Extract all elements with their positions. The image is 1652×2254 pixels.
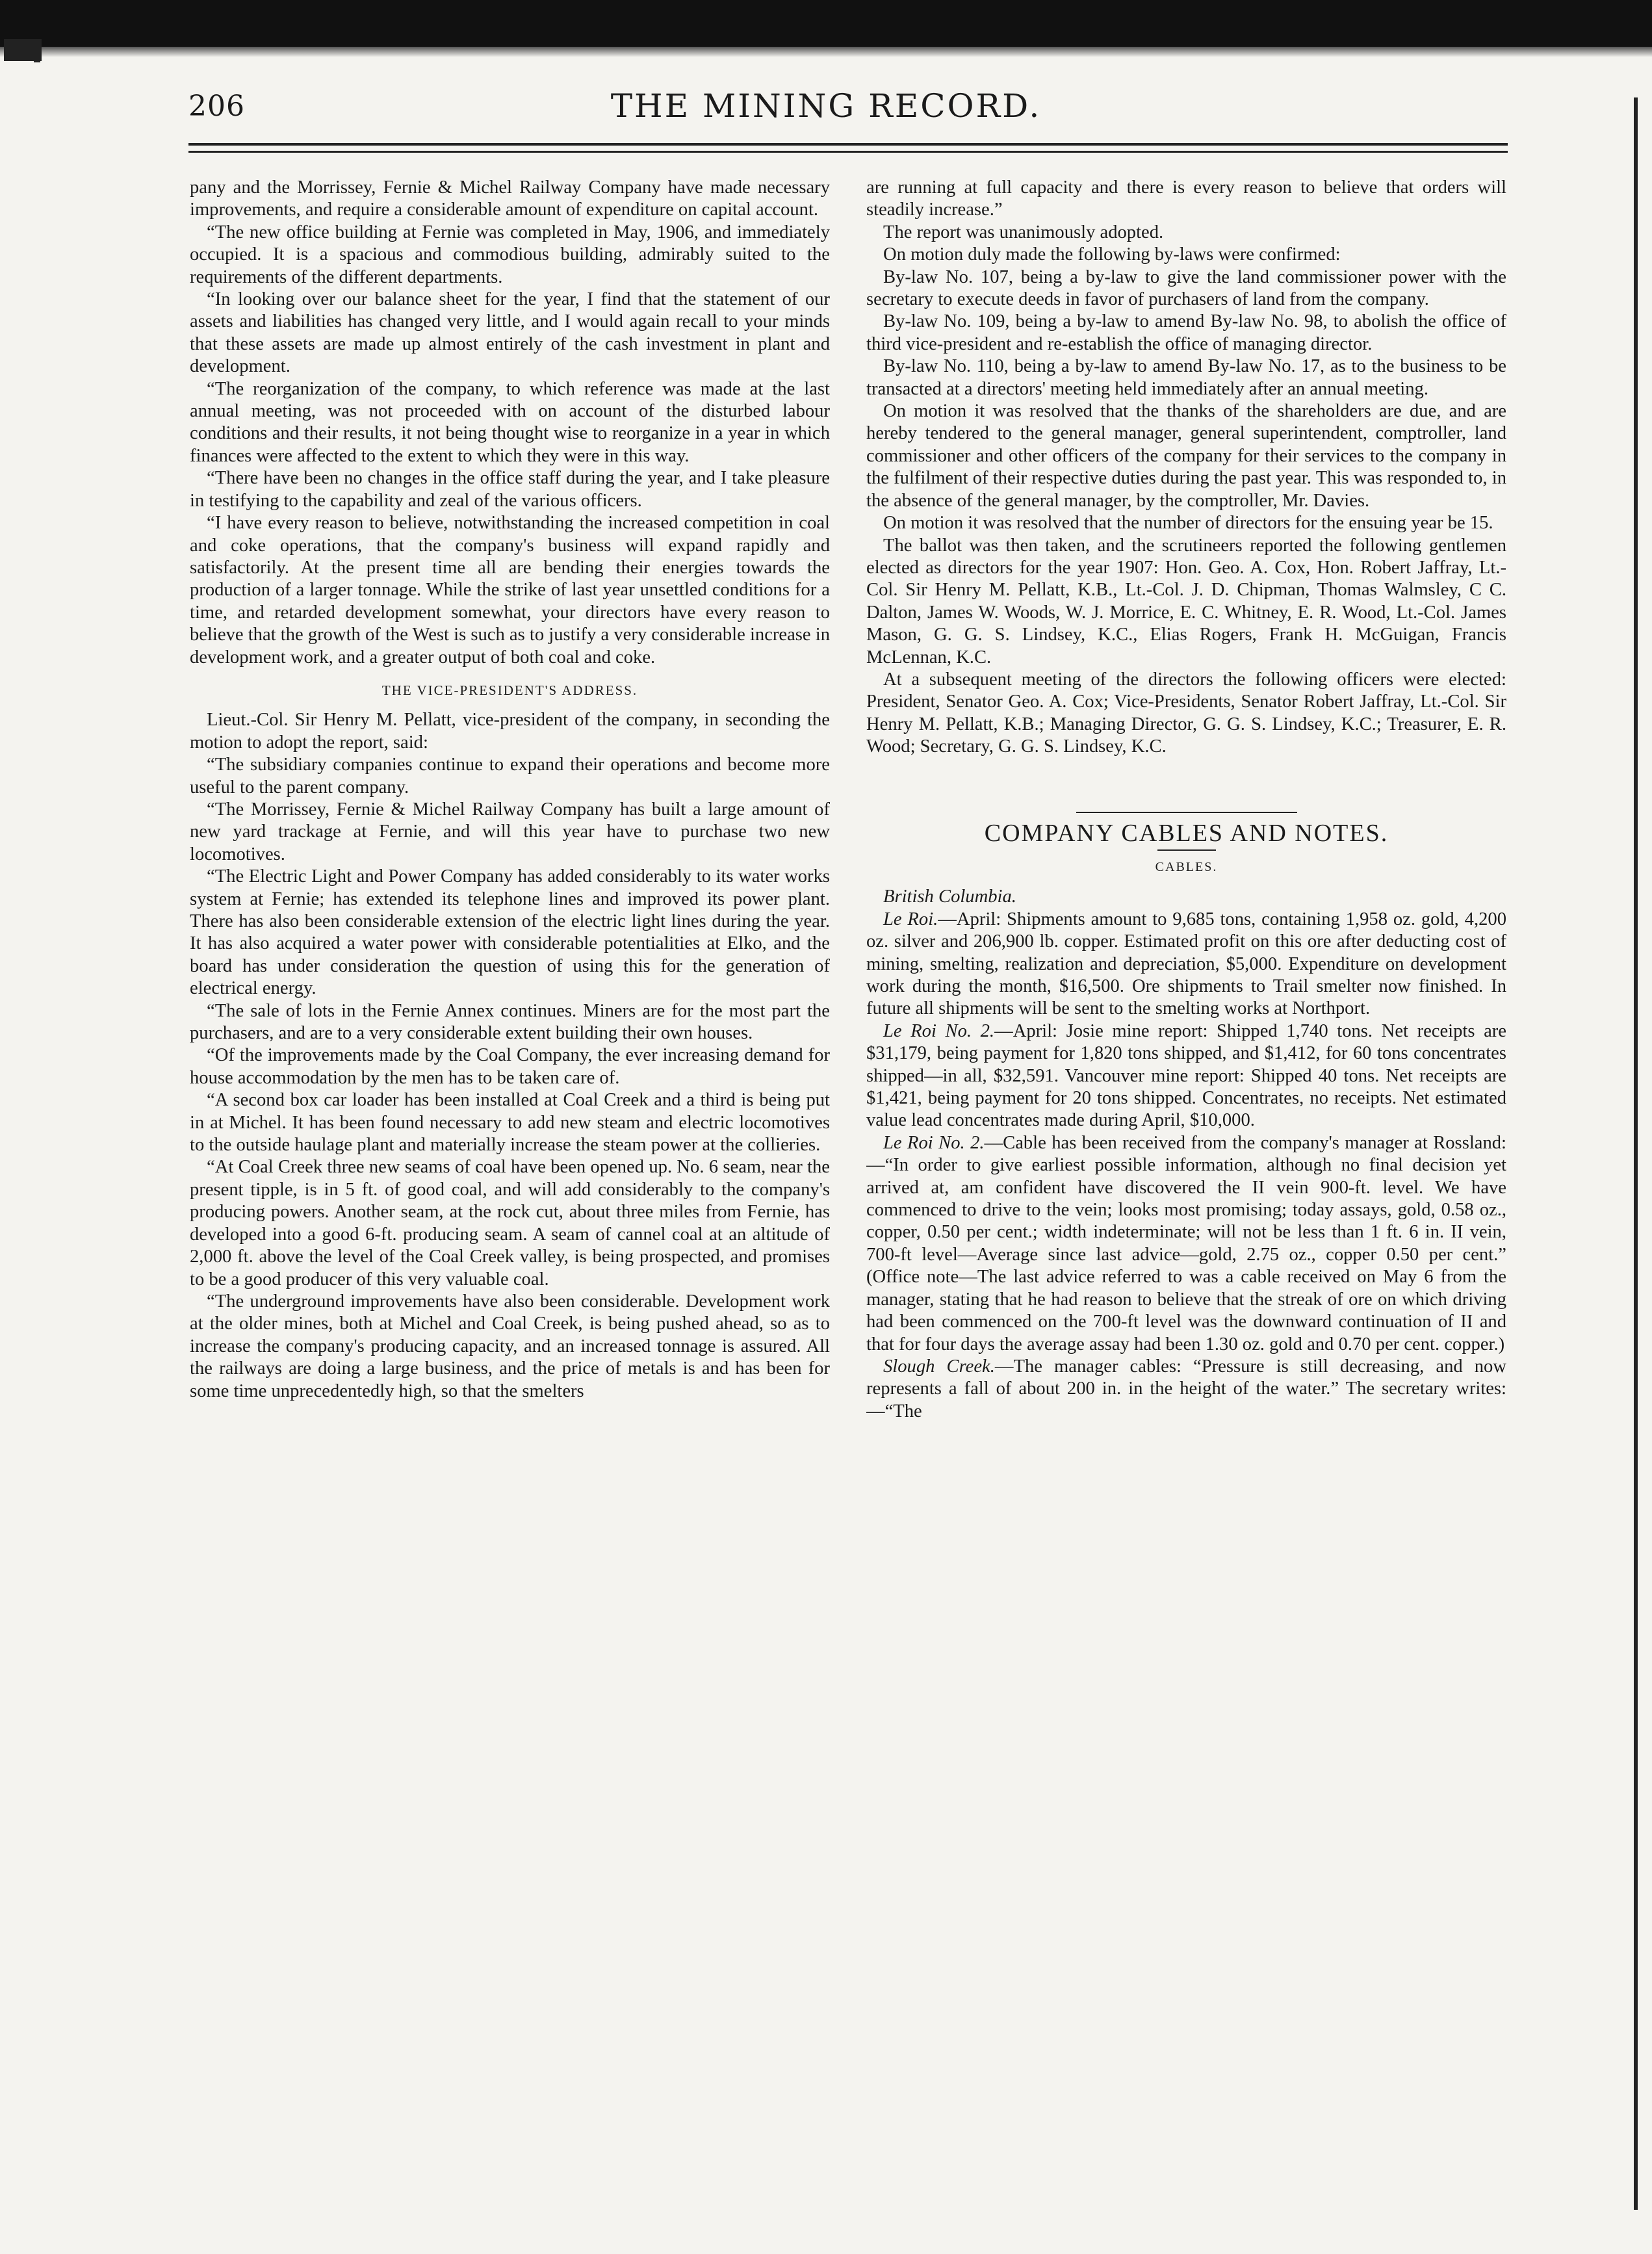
paragraph: On motion duly made the following by-laws were confirmed:: [883, 244, 1341, 265]
paragraph: Lieut.-Col. Sir Henry M. Pellatt, vice-president of the company, in seconding the motion to adopt the report, said:: [190, 710, 830, 753]
paragraph: pany and the Morrissey, Fernie & Michel Railway Company have made necessary improvements, and require a considerable amount of expenditure on capital account.: [190, 177, 830, 220]
note-lead: Le Roi No. 2.: [883, 1132, 985, 1153]
cable-note: [866, 1356, 1506, 1423]
paragraph: “The Electric Light and Power Company has added considerably to its water works system at Fernie; has extended its telephone lines and improved its power plant. There has also been considerable extension of the electric light lines during the year. It has also acquired a water power with considerable potentialities at Elko, and the board has under consideration the question of using this for the generation of electrical energy.: [190, 866, 830, 999]
scan-top-border: [0, 0, 1652, 47]
scan-top-shadow: [0, 47, 1652, 57]
paragraph: “The sale of lots in the Fernie Annex continues. Miners are for the most part the purchasers, and are to a very considerable extent building their own houses.: [190, 1000, 830, 1044]
region-heading: British Columbia.: [883, 887, 1016, 907]
paragraph: The report was unanimously adopted.: [883, 222, 1164, 242]
paragraph: “There have been no changes in the office staff during the year, and I take pleasure in testifying to the capability and zeal of the various officers.: [190, 468, 830, 511]
paragraph: “At Coal Creek three new seams of coal have been opened up. No. 6 seam, near the present tipple, is in 5 ft. of good coal, and will add considerably to the company's producing powers. Another seam, at the rock cut, about three miles from Fernie, has developed into a good 6-ft. producing seam. A seam of cannel coal at an altitude of 2,000 ft. above the level of the Coal Creek valley, is being prospected, and promises to be a good producer of this very valuable coal.: [190, 1157, 830, 1289]
note-lead: Le Roi.: [883, 909, 938, 929]
header-rule-thin: [188, 143, 1508, 146]
paragraph: The ballot was then taken, and the scrutineers reported the following gentlemen elected as directors for the year 1907: Hon. Geo. A. Cox, Hon. Robert Jaffray, Lt.-Col. Sir Henry M. Pellatt, K.B., Lt.-Col. J. D. Chipman, Thomas Walmsley, C C. Dalton, James W. Woods, W. J. Morrice, E. C. Whitney, E. R. Wood, Lt.-Col. James Mason, G. G. S. Lindsey, K.C., Elias Rogers, Frank H. McGuigan, Francis McLennan, K.C.: [866, 535, 1506, 667]
note-text: —The manager cables: “Pressure is still decreasing, and now represents a fall of about 200 in. in the height of the water.” The secretary writes:—“The: [866, 1356, 1506, 1421]
cable-note: [866, 909, 1506, 1020]
paragraph: On motion it was resolved that the thanks of the shareholders are due, and are hereby tendered to the general manager, general superintendent, comptroller, land commissioner and other officers of the company for their services to the company in the fulfilment of their respective duties during the past year. This was responded to, in the absence of the general manager, by the comptroller, Mr. Davies.: [866, 401, 1506, 511]
paragraph: “The underground improvements have also been considerable. Development work at the older mines, both at Michel and Coal Creek, is being pushed ahead, so as to increase the company's producing capacity, and an increased tonnage is assured. All the railways are doing a large business, and the price of metals is and has been for some time unprecedentedly high, so that the smelters: [190, 1291, 830, 1401]
paragraph: On motion it was resolved that the number of directors for the ensuing year be 15.: [883, 513, 1493, 534]
paragraph: “In looking over our balance sheet for the year, I find that the statement of our assets and liabilities has changed very little, and I would again recall to your minds that these assets are made up almost entirely of the cash investment in plant and development.: [190, 289, 830, 377]
note-text: —Cable has been received from the company's manager at Rossland:—“In order to give earliest possible information, although no final decision yet arrived at, am confident have discovered the II vein 900-ft. level. We have commenced to drive to the vein; looks most promising; today assays, gold, 0.58 oz., copper, 0.50 per cent.; width indeterminate; will not be less than 1 ft. 6 in. II vein, 700-ft level—Average since last advice—gold, 2.75 oz., copper 0.50 per cent.” (Office note—The last advice referred to was a cable received on May 6 from the manager, stating that he had reason to believe that the streak of ore on which driving had been commenced on the 700-ft level was the downward continuation of II and that for four days the average assay had been 1.30 oz. gold and 0.70 per cent. copper.): [866, 1132, 1506, 1354]
paragraph: By-law No. 109, being a by-law to amend By-law No. 98, to abolish the office of third vice-president and re-establish the office of managing director.: [866, 311, 1506, 354]
left-column: [190, 177, 830, 2224]
company-cables-heading: COMPANY CABLES AND NOTES.: [984, 819, 1389, 847]
note-lead: Le Roi No. 2.: [883, 1020, 995, 1041]
paragraph: By-law No. 110, being a by-law to amend By-law No. 17, as to the business to be transacted at a directors' meeting held immediately after an annual meeting.: [866, 356, 1506, 399]
paragraph: “Of the improvements made by the Coal Company, the ever increasing demand for house accommodation by the men has to be taken care of.: [190, 1045, 830, 1088]
paragraph: “The Morrissey, Fernie & Michel Railway Company has built a large amount of new yard trackage at Fernie, and will this year have to purchase two new locomotives.: [190, 799, 830, 864]
header-rule-thick: [188, 151, 1508, 153]
vice-president-address-heading: THE VICE-PRESIDENT'S ADDRESS.: [381, 682, 638, 698]
paragraph: are running at full capacity and there is every reason to believe that orders will steadily increase.”: [866, 177, 1506, 220]
paragraph: “The reorganization of the company, to which reference was made at the last annual meeting, was not proceeded with on account of the disturbed labour conditions and their results, it not being thought wise to reorganize in a year in which finances were affected to the extent to which they were in this way.: [190, 378, 830, 466]
cable-note: [866, 1020, 1506, 1132]
note-text: —April: Josie mine report: Shipped 1,740 tons. Net receipts are $31,179, being payment for 1,820 tons shipped, and $1,412, for 60 tons concentrates shipped—in all, $32,591. Vancouver mine report: Shipped 40 tons. Net receipts are $1,421, being payment for 20 tons shipped. Concentrates, no receipts. Net estimated value lead concentrates made during April, $10,000.: [866, 1020, 1506, 1131]
paragraph: “The subsidiary companies continue to expand their operations and become more useful to the parent company.: [190, 755, 830, 797]
right-column: [866, 177, 1506, 2224]
paragraph: “I have every reason to believe, notwithstanding the increased competition in coal and coke operations, that the company's business will expand rapidly and satisfactorily. At the present time all are bending their energies towards the production of a larger tonnage. While the strike of last year unsettled conditions for a time, and retarded development somewhat, your directors have every reason to believe that the growth of the West is such as to justify a very considerable increase in development work, and a greater output of both coal and coke.: [190, 513, 830, 667]
paragraph: At a subsequent meeting of the directors the following officers were elected: President, Senator Geo. A. Cox; Vice-Presidents, Senator Robert Jaffray, Lt.-Col. Sir Henry M. Pellatt, K.B.; Managing Director, G. G. S. Lindsey, K.C.; Treasurer, E. R. Wood; Secretary, G. G. S. Lindsey, K.C.: [866, 669, 1506, 757]
note-lead: Slough Creek.: [883, 1356, 995, 1377]
paragraph: By-law No. 107, being a by-law to give the land commissioner power with the secretary to execute deeds in favor of purchasers of land from the company.: [866, 266, 1506, 310]
cable-note: [866, 1132, 1506, 1356]
paragraph: “The new office building at Fernie was completed in May, 1906, and immediately occupied. It is a spacious and commodious building, admirably suited to the requirements of the different departments.: [190, 222, 830, 287]
note-text: —April: Shipments amount to 9,685 tons, containing 1,958 oz. gold, 4,200 oz. silver and 206,900 lb. copper. Estimated profit on this ore after deducting cost of mining, smelting, realization and depreciation, $5,000. Expenditure on development work during the month, $16,500. Ore shipments to Trail smelter now finished. In future all shipments will be sent to the smelting works at Northport.: [866, 909, 1506, 1019]
paragraph: “A second box car loader has been installed at Coal Creek and a third is being put in at Michel. It has been found necessary to add new steam and electric locomotives to the outside haulage plant and materially increase the steam power at the collieries.: [190, 1090, 830, 1156]
scan-right-edge-rule: [1634, 97, 1638, 2210]
heading-short-rule: [1157, 849, 1216, 851]
running-head: THE MINING RECORD.: [610, 87, 1042, 125]
scan-corner-mark-small: [34, 51, 40, 62]
page-number: 206: [188, 90, 245, 123]
cables-subheading: CABLES.: [1155, 859, 1218, 874]
section-divider-rule: [1076, 812, 1297, 813]
